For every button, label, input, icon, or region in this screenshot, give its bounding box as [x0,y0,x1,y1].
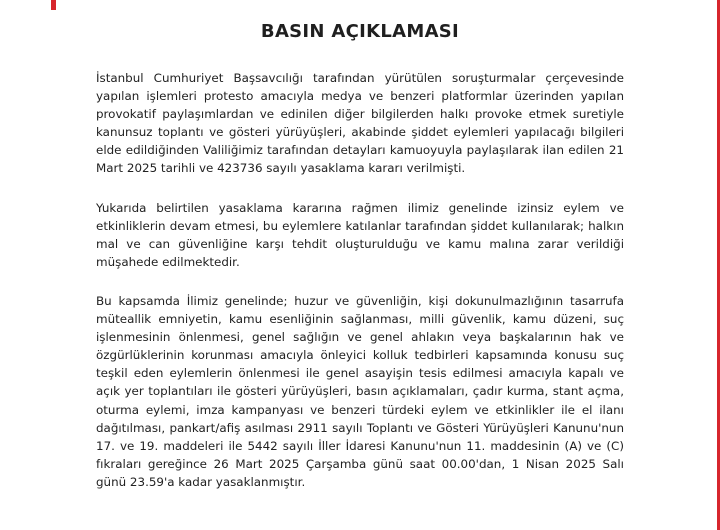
document-body [96,69,624,491]
paragraph-3: Bu kapsamda İlimiz genelinde; huzur ve güvenliğin, kişi dokunulmazlığının tasarrufa müteallik emniyetin, kamu esenliğinin sağlanması, milli güvenlik, kamu düzeni, suç işlenmesinin önlenmesi, genel sağlığın ve genel ahlakın veya başkalarının hak ve özgürlüklerinin korunması amacıyla önleyici kolluk tedbirleri kapsamında konusu suç teşkil eden eylemlerin önlenmesi ile genel asayişin tesis edilmesi amacıyla kapalı ve açık yer toplantıları ile gösteri yürüyüşleri, basın açıklamaları, çadır kurma, stant açma, oturma eylemi, imza kampanyası ve benzeri türdeki eylem ve etkinlikler ile el ilanı dağıtılması, pankart/afiş asılması 2911 sayılı Toplantı ve Gösteri Yürüyüşleri Kanunu'nun 17. ve 19. maddeleri ile 5442 sayılı İller İdaresi Kanunu'nun 11. maddesinin (A) ve (C) fıkraları gereğince 26 Mart 2025 Çarşamba günü saat 00.00'dan, 1 Nisan 2025 Salı günü 23.59'a kadar yasaklanmıştır. [96,293,624,489]
press-release-title: BASIN AÇIKLAMASI [260,21,460,42]
paragraph-1: İstanbul Cumhuriyet Başsavcılığı tarafından yürütülen soruşturmalar çerçevesinde yapılan işlemleri protesto amacıyla medya ve benzeri platformlar üzerinden yapılan provokatif paylaşımlardan ve edinilen diğer bilgilerden halkı provoke etmek suretiyle kanunsuz toplantı ve gösteri yürüyüşleri, akabinde şiddet eylemleri yapılacağı bilgileri elde edildiğinden Valiliğimiz tarafından detayları kamuoyuyla paylaşılarak ilan edilen 21 Mart 2025 tarihli ve 423736 sayılı yasaklama kararı verilmişti. [96,71,624,176]
paragraph-2: Yukarıda belirtilen yasaklama kararına rağmen ilimiz genelinde izinsiz eylem ve etkinliklerin devam etmesi, bu eylemlere katılanlar tarafından şiddet kullanılarak; halkın mal ve can güvenliğine karşı tehdit oluşturulduğu ve kamu malına zarar verildiği müşahede edilmektedir. [96,200,624,269]
left-accent-bar [51,0,56,10]
